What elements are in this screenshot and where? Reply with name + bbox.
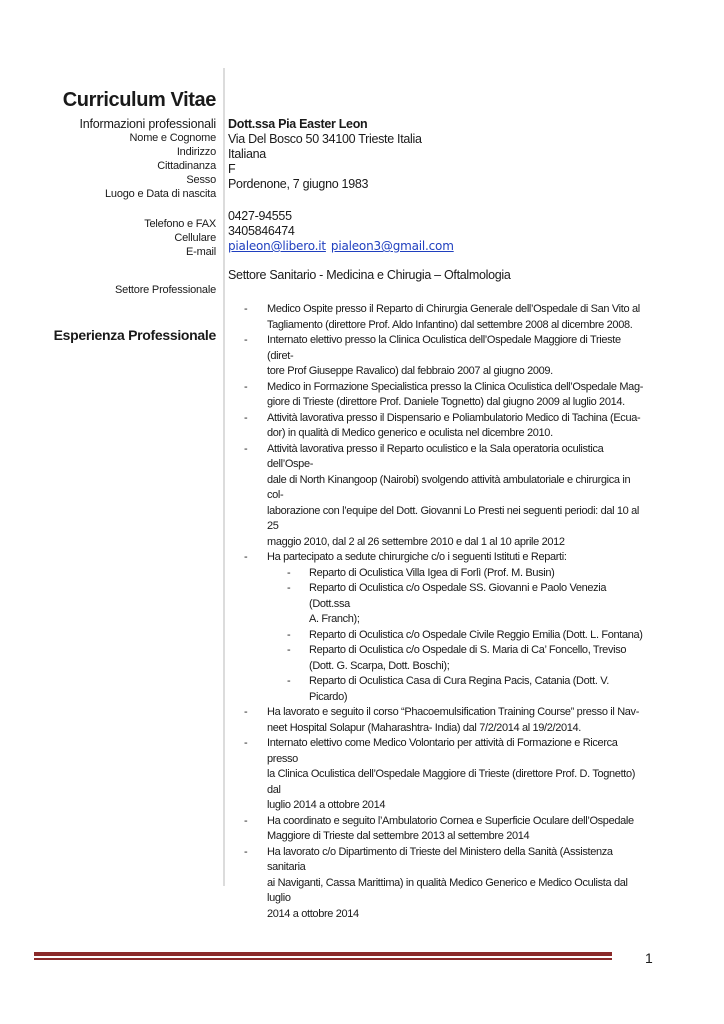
bullet-dash: - (287, 644, 291, 656)
page-title: Curriculum Vitae (62, 89, 216, 111)
experience-item (244, 736, 648, 814)
contact-values (228, 209, 295, 239)
email-link-2[interactable]: pialeon3@gmail.com (330, 239, 454, 253)
address-value: Via Del Bosco 50 34100 Trieste Italia (228, 132, 422, 146)
bullet-dash: - (287, 675, 291, 687)
page-number: 1 (645, 950, 653, 966)
address-label: Indirizzo (176, 146, 216, 158)
mobile-value: 3405846474 (228, 224, 295, 238)
sex-label: Sesso (186, 174, 216, 186)
birth-value: Pordenone, 7 giugno 1983 (228, 177, 369, 191)
experience-line: Internato elettivo come Medico Volontario per attività di Formazione e Ricerca presso (267, 737, 618, 765)
experience-line: Tagliamento (direttore Prof. Aldo Infantino) dal settembre 2008 al dicembre 2008. (267, 318, 633, 331)
personal-info-labels (0, 117, 216, 201)
experience-line: neet Hospital Solapur (Maharashtra- India) dal 7/2/2014 al 19/2/2014. (267, 721, 582, 734)
experience-subitem (244, 674, 648, 705)
experience-line: dor) in qualità di Medico generico e oculista nel dicembre 2010. (267, 427, 553, 439)
section-label: Informazioni professionali (79, 117, 216, 131)
experience-line: maggio 2010, dal 2 al 26 settembre 2010 e dal 1 al 10 aprile 2012 (267, 535, 565, 548)
experience-subitem (244, 566, 648, 582)
experience-line: Ha partecipato a sedute chirurgiche c/o i seguenti Istituti e Reparti: (267, 551, 567, 563)
experience-subitem (244, 643, 648, 674)
bullet-dash: - (244, 814, 248, 827)
sex-value: F (228, 162, 236, 176)
bullet-dash: - (244, 380, 248, 393)
phone-label: Telefono e FAX (144, 218, 216, 230)
experience-line: giore di Trieste (direttore Prof. Daniele Tognetto) dal giugno 2009 al luglio 2014. (267, 396, 625, 408)
experience-item (244, 442, 648, 551)
experience-item (244, 705, 648, 736)
experience-item (244, 333, 648, 380)
experience-line: Ha lavorato c/o Dipartimento di Trieste del Ministero della Sanità (Assistenza sanitaria (267, 845, 613, 873)
name-label: Nome e Cognome (129, 132, 216, 144)
name-value: Dott.ssa Pia Easter Leon (228, 117, 368, 131)
experience-line: Reparto di Oculistica Casa di Cura Regina Pacis, Catania (Dott. V. Picardo) (309, 675, 609, 703)
experience-line: A. Franch); (309, 613, 360, 625)
citizenship-value: Italiana (228, 147, 266, 161)
experience-line: Reparto di Oculistica Villa Igea di Forlì (Prof. M. Busin) (309, 566, 555, 579)
bullet-dash: - (287, 628, 291, 641)
footer-rule (34, 952, 612, 956)
experience-item (244, 845, 648, 923)
experience-line: luglio 2014 a ottobre 2014 (267, 799, 386, 811)
experience-line: Reparto di Oculistica c/o Ospedale Civile Reggio Emilia (Dott. L. Fontana) (309, 628, 643, 641)
experience-line: laborazione con l’equipe del Dott. Giovanni Lo Presti nei seguenti periodi: dal 10 al 25 (267, 504, 640, 532)
bullet-dash: - (244, 845, 248, 858)
experience-item (244, 814, 648, 845)
sector-label-wrap (0, 283, 216, 297)
experience-heading: Esperienza Professionale (53, 327, 216, 343)
experience-line: 2014 a ottobre 2014 (267, 907, 359, 920)
personal-info-values (228, 117, 422, 192)
experience-item (244, 302, 648, 333)
experience-line: Attività lavorativa presso il Reparto oculistico e la Sala operatoria oculistica dell’Ospe- (267, 442, 604, 470)
contact-labels (0, 217, 216, 259)
email-links (228, 239, 459, 253)
bullet-dash: - (244, 303, 248, 315)
experience-line: tore Prof Giuseppe Ravalico) dal febbraio 2007 al giugno 2009. (267, 365, 553, 377)
experience-line: Reparto di Oculistica c/o Ospedale SS. Giovanni e Paolo Venezia (Dott.ssa (309, 582, 607, 610)
experience-item (244, 380, 648, 411)
bullet-dash: - (244, 737, 248, 749)
experience-list (244, 302, 648, 922)
experience-line: dale di North Kinangoop (Nairobi) svolgendo attività ambulatoriale e chirurgica in col- (267, 473, 631, 501)
experience-line: Ha lavorato e seguito il corso “Phacoemulsification Training Course” presso il Nav- (267, 706, 640, 718)
experience-line: Reparto di Oculistica c/o Ospedale di S. Maria di Ca’ Foncello, Treviso (309, 644, 627, 656)
bullet-dash: - (244, 706, 248, 718)
experience-line: la Clinica Oculistica dell’Ospedale Maggiore di Trieste (direttore Prof. D. Tognetto) dal (267, 768, 636, 796)
mobile-label: Cellulare (174, 232, 216, 244)
experience-item (244, 550, 648, 566)
experience-line: Internato elettivo presso la Clinica Oculistica dell’Ospedale Maggiore di Trieste (diret- (267, 334, 621, 362)
experience-subitem (244, 581, 648, 628)
experience-line: Medico Ospite presso il Reparto di Chirurgia Generale dell’Ospedale di San Vito al (267, 303, 640, 315)
bullet-dash: - (244, 334, 248, 346)
email-label: E-mail (186, 246, 216, 258)
experience-item (244, 411, 648, 442)
experience-line: Attività lavorativa presso il Dispensario e Poliambulatorio Medico di Tachina (Ecua- (267, 411, 641, 424)
bullet-dash: - (287, 566, 291, 579)
experience-subitem (244, 628, 648, 644)
experience-line: ai Naviganti, Cassa Marittima) in qualità Medico Generico e Medico Oculista dal luglio (267, 876, 628, 904)
footer-rule-thin (34, 958, 612, 960)
experience-line: Maggiore di Trieste dal settembre 2013 al settembre 2014 (267, 830, 530, 842)
bullet-dash: - (287, 582, 291, 594)
bullet-dash: - (244, 551, 248, 563)
experience-line: Ha coordinato e seguito l’Ambulatorio Cornea e Superficie Oculare dell’Ospedale (267, 814, 634, 827)
phone-value: 0427-94555 (228, 209, 292, 223)
sector-value: Settore Sanitario - Medicina e Chirugia – Oftalmologia (228, 268, 511, 282)
experience-line: (Dott. G. Scarpa, Dott. Boschi); (309, 659, 450, 672)
citizenship-label: Cittadinanza (157, 160, 216, 172)
bullet-dash: - (244, 442, 248, 455)
vertical-divider (223, 68, 225, 886)
sector-label: Settore Professionale (115, 284, 216, 296)
experience-line: Medico in Formazione Specialistica presso la Clinica Oculistica dell’Ospedale Mag- (267, 380, 644, 393)
birth-label: Luogo e Data di nascita (105, 188, 216, 200)
email-link-1[interactable]: pialeon@libero.it (228, 239, 326, 253)
bullet-dash: - (244, 411, 248, 424)
